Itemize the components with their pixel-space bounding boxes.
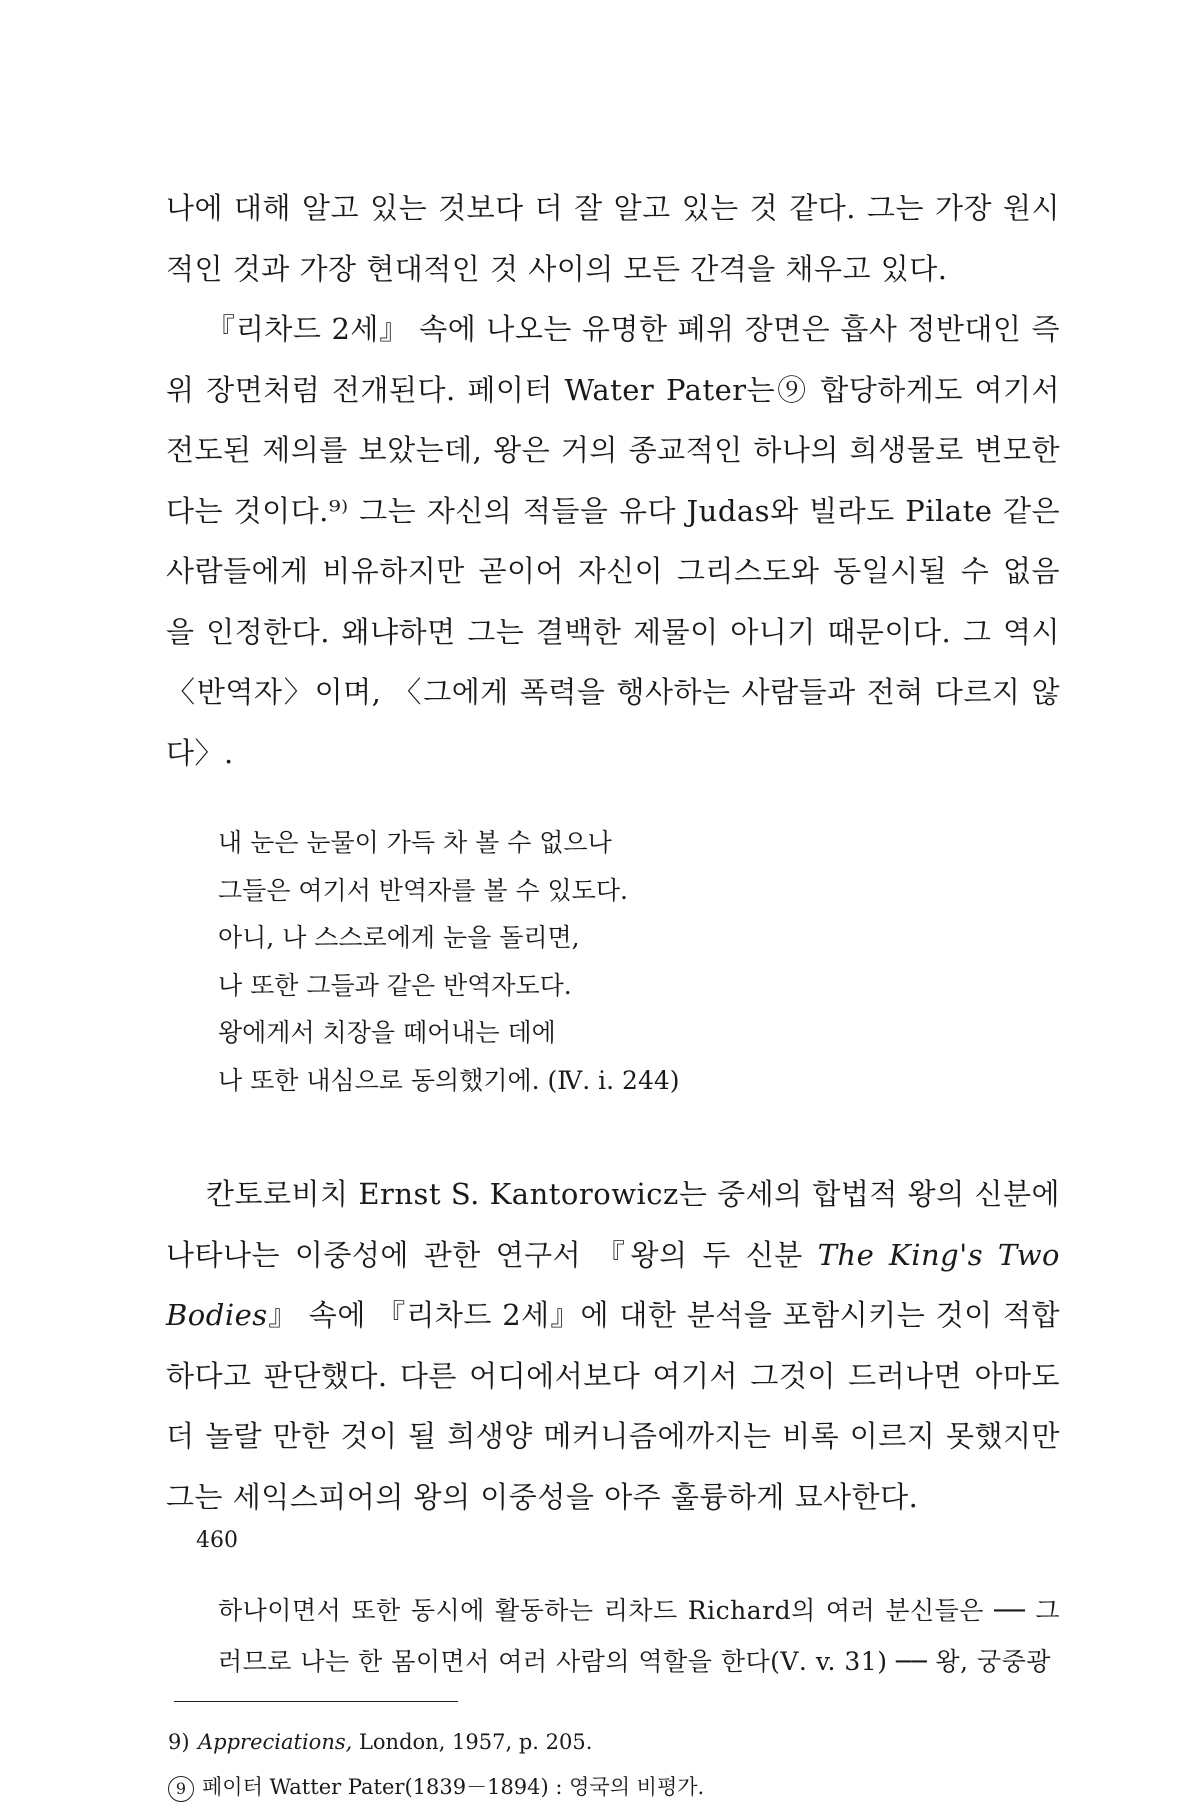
footnotes [168, 1720, 1060, 1810]
prose-quotation-text: 하나이면서 또한 동시에 활동하는 리차드 Richard의 여러 분신들은 ── 그러므로 나는 한 몸이면서 여러 사람의 역할을 한다(Ⅴ. v. 31) ── 왕, 궁중광 [218, 1596, 1060, 1676]
footnote-divider [174, 1701, 458, 1702]
footnote-citation: London, 1957, p. 205. [352, 1730, 593, 1754]
paragraph-1: 나에 대해 알고 있는 것보다 더 잘 알고 있는 것 같다. 그는 가장 원시적인 것과 가장 현대적인 것 사이의 모든 간격을 채우고 있다. [166, 191, 1060, 286]
paragraph-3-text-a: 칸토로비치 Ernst S. Kantorowicz는 중세의 합법적 왕의 신분에 나타나는 이중성에 관한 연구서 『왕의 두 신분 [166, 1177, 1060, 1272]
translator-note [168, 1765, 1060, 1810]
verse-line: 왕에게서 치장을 떼어내는 데에 [218, 1018, 556, 1047]
verse-line: 아니, 나 스스로에게 눈을 돌리면, [218, 923, 580, 952]
footnote-title: Appreciations, [198, 1730, 353, 1754]
verse-line: 나 또한 내심으로 동의했기에. (Ⅳ. i. 244) [218, 1065, 680, 1095]
paragraph-2: 『리차드 2세』 속에 나오는 유명한 폐위 장면은 흡사 정반대인 즉위 장면처럼 전개된다. 페이터 Water Pater는⑨ 합당하게도 여기서 전도된 제의를 보았는데, 왕은 거의 종교적인 하나의 희생물로 변모한다는 것이다.⁹⁾ 그는 자신의 적들을 유다 Judas와 빌라도 Pilate 같은 사람들에게 비유하지만 곧이어 자신이 그리스도와 동일시될 수 없음을 인정한다. 왜냐하면 그는 결백한 제물이 아니기 때문이다. 그 역시 〈반역자〉이며, 〈그에게 폭력을 행사하는 사람들과 전혀 다르지 않다〉. [166, 312, 1060, 770]
paragraph-3-text-b: 』 속에 『리차드 2세』에 대한 분석을 포함시키는 것이 적합하다고 판단했다. 다른 어디에서보다 여기서 그것이 드러나면 아마도 더 놀랄 만한 것이 될 희생양 메커니즘에까지는 비록 이르지 못했지만 그는 세익스피어의 왕의 이중성을 아주 훌륭하게 묘사한다. [166, 1298, 1060, 1514]
prose-quotation [166, 1585, 1060, 1687]
page-number: 460 [196, 1528, 238, 1553]
footnote-9 [168, 1720, 1060, 1765]
verse-line: 내 눈은 눈물이 가득 차 볼 수 없으나 [218, 828, 612, 857]
book-title: The King's Two Bodies [166, 1237, 1061, 1332]
circled-number-marker: 9 [168, 1776, 194, 1802]
body-text [166, 178, 1060, 783]
verse-line: 그들은 여기서 반역자를 볼 수 있도다. [218, 875, 628, 905]
verse-quotation [218, 819, 1060, 1104]
footnote-marker: 9) [168, 1730, 190, 1754]
translator-note-text: 페이터 Watter Pater(1839－1894) : 영국의 비평가. [202, 1775, 705, 1799]
verse-line: 나 또한 그들과 같은 반역자도다. [218, 970, 572, 1000]
paragraph-3 [166, 1164, 1060, 1527]
